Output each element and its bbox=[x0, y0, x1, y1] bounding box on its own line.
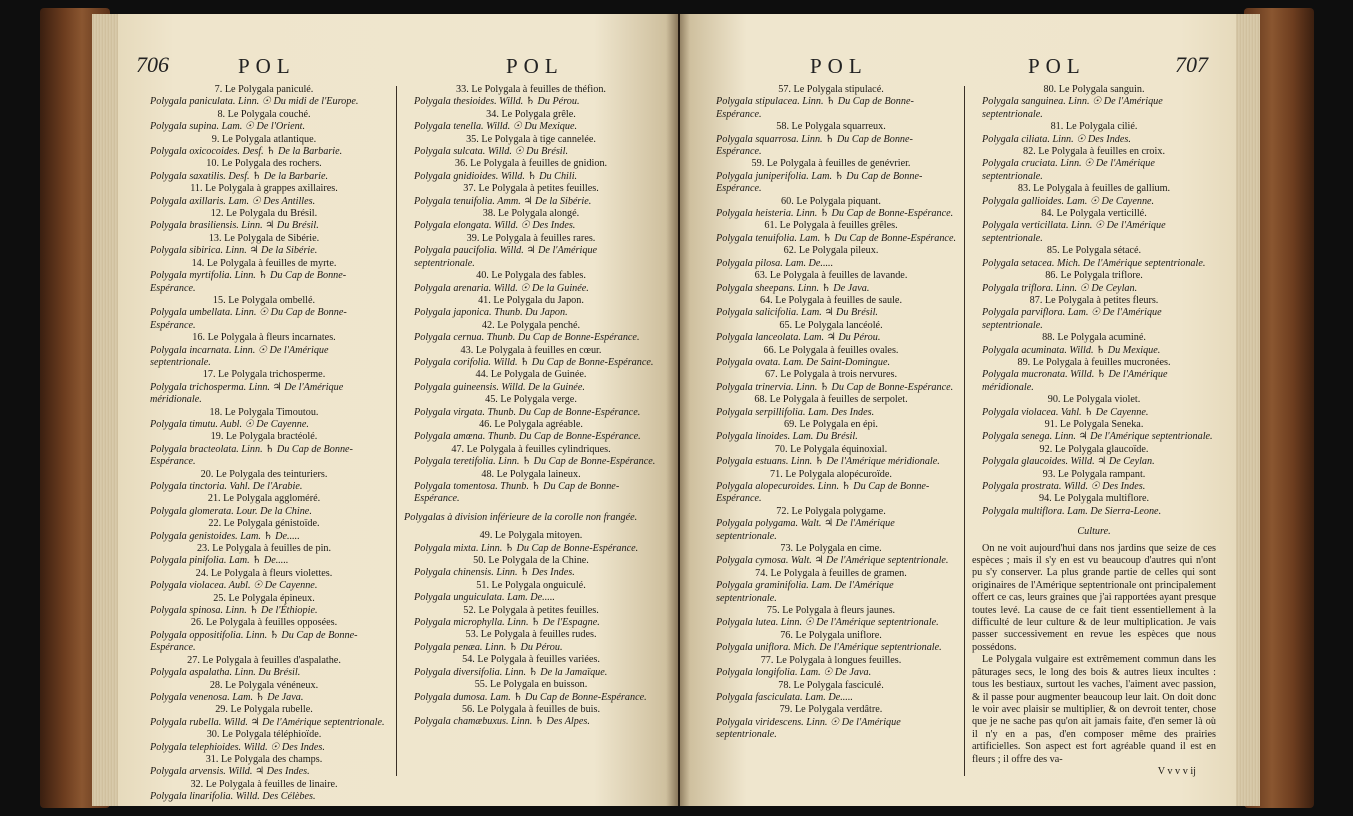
entry-title: 20. Le Polygala des teinturiers. bbox=[140, 469, 388, 481]
entry-title: 76. Le Polygala uniflore. bbox=[706, 630, 956, 642]
entry-title: 81. Le Polygala cilié. bbox=[972, 121, 1216, 133]
entry-binomial: Polygala arvensis. Willd. ♃ Des Indes. bbox=[150, 766, 310, 778]
entry-title: 15. Le Polygala ombellé. bbox=[140, 295, 388, 307]
left-page-number: 706 bbox=[136, 52, 169, 77]
entry-title: 93. Le Polygala rampant. bbox=[972, 469, 1216, 481]
entry-title: 79. Le Polygala verdâtre. bbox=[706, 704, 956, 716]
entry-title: 8. Le Polygala couché. bbox=[140, 109, 388, 121]
entry-binomial: Polygala cernua. Thunb. Du Cap de Bonne-Espérance. bbox=[414, 332, 640, 344]
entry-title: 33. Le Polygala à feuilles de théfion. bbox=[404, 84, 658, 96]
entry-title: 19. Le Polygala bractéolé. bbox=[140, 431, 388, 443]
entry-title: 94. Le Polygala multiflore. bbox=[972, 493, 1216, 505]
entry-title: 62. Le Polygala pileux. bbox=[706, 245, 956, 257]
entry-title: 72. Le Polygala polygame. bbox=[706, 506, 956, 518]
entry-title: 58. Le Polygala squarreux. bbox=[706, 121, 956, 133]
left-page-column-2 bbox=[404, 84, 658, 729]
entry-title: 34. Le Polygala grêle. bbox=[404, 109, 658, 121]
entry-list bbox=[972, 84, 1216, 518]
entry-title: 27. Le Polygala à feuilles d'aspalathe. bbox=[140, 655, 388, 667]
entry-binomial: Polygala gallioides. Lam. ☉ De Cayenne. bbox=[982, 195, 1155, 207]
entry-title: 50. Le Polygala de la Chine. bbox=[404, 555, 658, 567]
entry-title: 38. Le Polygala alongé. bbox=[404, 208, 658, 220]
entry-binomial: Polygala lutea. Linn. ☉ De l'Amérique septentrionale. bbox=[716, 617, 939, 629]
entry-binomial: Polygala viridescens. Linn. ☉ De l'Amérique septentrionale. bbox=[716, 716, 901, 741]
entry-binomial: Polygala virgata. Thunb. Du Cap de Bonne-Espérance. bbox=[414, 406, 641, 418]
entry-binomial: Polygala pinifolia. Lam. ♄ De..... bbox=[150, 555, 289, 567]
entry-title: 16. Le Polygala à fleurs incarnates. bbox=[140, 332, 388, 344]
entry-title: 68. Le Polygala à feuilles de serpolet. bbox=[706, 394, 956, 406]
entry-binomial: Polygala verticillata. Linn. ☉ De l'Amérique septentrionale. bbox=[982, 220, 1166, 244]
entry-title: 42. Le Polygala penché. bbox=[404, 320, 658, 332]
entry-binomial: Polygala acuminata. Willd. ♄ Du Mexique. bbox=[982, 344, 1161, 356]
entry-title: 14. Le Polygala à feuilles de myrte. bbox=[140, 258, 388, 270]
entry-binomial: Polygala violacea. Aubl. ☉ De Cayenne. bbox=[150, 580, 318, 592]
entry-title: 41. Le Polygala du Japon. bbox=[404, 295, 658, 307]
entry-binomial: Polygala unguiculata. Lam. De..... bbox=[414, 592, 555, 604]
entry-title: 45. Le Polygala verge. bbox=[404, 394, 658, 406]
left-running-head-1: POL bbox=[238, 54, 296, 78]
entry-binomial: Polygala paucifolia. Willd. ♃ De l'Amérique septentrionale. bbox=[414, 245, 598, 269]
entry-binomial: Polygala pilosa. Lam. De..... bbox=[716, 257, 834, 269]
entry-title: 28. Le Polygala vénéneux. bbox=[140, 680, 388, 692]
entry-title: 92. Le Polygala glaucoïde. bbox=[972, 444, 1216, 456]
entry-binomial: Polygala heisteria. Linn. ♄ Du Cap de Bonne-Espérance. bbox=[716, 208, 954, 220]
entry-binomial: Polygala violacea. Vahl. ♄ De Cayenne. bbox=[982, 406, 1149, 418]
entry-binomial: Polygala tinctoria. Vahl. De l'Arabie. bbox=[150, 481, 303, 492]
culture-paragraph-2: Le Polygala vulgaire est extrêmement commun dans les pâturages secs, le long des bois & autres lieux incultes : tous les bestiaux, surtout les vaches, l'aiment avec passion, & il passe pour augmenter beaucoup leur lait. On doit donc le voir avec plaisir se multiplier, & on devroit tenter, chose que je ne sache pas qu'on ait jamais faite, d'en semer là où il n'y en a pas, d'en composer même des prairies artificielles. Son aspect est fort agréable quand il est en fleurs ; il offre des va- bbox=[972, 654, 1216, 765]
entry-binomial: Polygala thesioides. Willd. ♄ Du Pérou. bbox=[414, 96, 580, 108]
entry-title: 31. Le Polygala des champs. bbox=[140, 754, 388, 766]
entry-title: 71. Le Polygala alopécuroïde. bbox=[706, 469, 956, 481]
entry-title: 11. Le Polygala à grappes axillaires. bbox=[140, 183, 388, 195]
entry-title: 12. Le Polygala du Brésil. bbox=[140, 208, 388, 220]
entry-title: 88. Le Polygala acuminé. bbox=[972, 332, 1216, 344]
entry-title: 23. Le Polygala à feuilles de pin. bbox=[140, 543, 388, 555]
culture-heading: Culture. bbox=[1077, 526, 1111, 538]
entry-title: 54. Le Polygala à feuilles variées. bbox=[404, 654, 658, 666]
entry-title: 25. Le Polygala épineux. bbox=[140, 593, 388, 605]
entry-title: 60. Le Polygala piquant. bbox=[706, 196, 956, 208]
entry-binomial: Polygala axillaris. Lam. ☉ Des Antilles. bbox=[150, 195, 316, 207]
entry-title: 85. Le Polygala sétacé. bbox=[972, 245, 1216, 257]
entry-binomial: Polygala uniflora. Mich. De l'Amérique septentrionale. bbox=[716, 642, 942, 654]
entry-title: 17. Le Polygala trichosperme. bbox=[140, 369, 388, 381]
entry-binomial: Polygala stipulacea. Linn. ♄ Du Cap de Bonne-Espérance. bbox=[716, 96, 914, 120]
entry-binomial: Polygala salicifolia. Lam. ♃ Du Brésil. bbox=[716, 307, 878, 319]
entry-title: 65. Le Polygala lancéolé. bbox=[706, 320, 956, 332]
entry-title: 7. Le Polygala paniculé. bbox=[140, 84, 388, 96]
entry-title: 73. Le Polygala en cime. bbox=[706, 543, 956, 555]
entry-binomial: Polygala teretifolia. Linn. ♄ Du Cap de Bonne-Espérance. bbox=[414, 456, 656, 468]
left-page-column-1 bbox=[140, 84, 388, 804]
entry-title: 91. Le Polygala Seneka. bbox=[972, 419, 1216, 431]
entry-binomial: Polygala oxicocoides. Desf. ♄ De la Barbarie. bbox=[150, 146, 343, 158]
entry-binomial: Polygala senega. Linn. ♃ De l'Amérique septentrionale. bbox=[982, 431, 1213, 443]
entry-title: 47. Le Polygala à feuilles cylindriques. bbox=[404, 444, 658, 456]
entry-binomial: Polygala linarifolia. Willd. Des Célèbes. bbox=[150, 791, 316, 803]
entry-title: 53. Le Polygala à feuilles rudes. bbox=[404, 629, 658, 641]
column-rule bbox=[964, 86, 965, 776]
entry-binomial: Polygala tenella. Willd. ☉ Du Mexique. bbox=[414, 121, 578, 133]
entry-title: 69. Le Polygala en épi. bbox=[706, 419, 956, 431]
entry-title: 90. Le Polygala violet. bbox=[972, 394, 1216, 406]
signature-mark: V v v v ij bbox=[1157, 765, 1196, 777]
entry-binomial: Polygala mucronata. Willd. ♄ De l'Amérique méridionale. bbox=[982, 369, 1168, 393]
entry-binomial: Polygala linoides. Lam. Du Brésil. bbox=[716, 431, 858, 443]
entry-title: 44. Le Polygala de Guinée. bbox=[404, 369, 658, 381]
entry-title: 70. Le Polygala équinoxial. bbox=[706, 444, 956, 456]
entry-binomial: Polygala sibirica. Linn. ♃ De la Sibérie. bbox=[150, 245, 318, 257]
entry-title: 51. Le Polygala onguiculé. bbox=[404, 580, 658, 592]
entry-title: 86. Le Polygala triflore. bbox=[972, 270, 1216, 282]
entry-binomial: Polygala supina. Lam. ☉ De l'Orient. bbox=[150, 121, 306, 133]
entry-binomial: Polygala fasciculata. Lam. De..... bbox=[716, 691, 853, 703]
entry-binomial: Polygala prostrata. Willd. ☉ Des Indes. bbox=[982, 481, 1146, 492]
entry-binomial: Polygala aspalatha. Linn. Du Brésil. bbox=[150, 667, 301, 679]
entry-title: 67. Le Polygala à trois nervures. bbox=[706, 369, 956, 381]
entry-binomial: Polygala serpillifolia. Lam. Des Indes. bbox=[716, 406, 875, 418]
entry-binomial: Polygala genistoides. Lam. ♄ De..... bbox=[150, 530, 300, 542]
entry-binomial: Polygala saxatilis. Desf. ♄ De la Barbarie. bbox=[150, 170, 329, 182]
entry-title: 26. Le Polygala à feuilles opposées. bbox=[140, 617, 388, 629]
entry-binomial: Polygala parviflora. Lam. ☉ De l'Amérique septentrionale. bbox=[982, 307, 1162, 331]
entry-binomial: Polygala chinensis. Linn. ♄ Des Indes. bbox=[414, 567, 575, 579]
right-page-number: 707 bbox=[1175, 52, 1208, 77]
entry-binomial: Polygala myrtifolia. Linn. ♄ Du Cap de Bonne-Espérance. bbox=[150, 270, 347, 294]
entry-binomial: Polygala incarnata. Linn. ☉ De l'Amérique septentrionale. bbox=[150, 344, 329, 368]
right-page-column-1 bbox=[706, 84, 956, 742]
entry-binomial: Polygala juniperifolia. Lam. ♄ Du Cap de Bonne-Espérance. bbox=[716, 170, 923, 195]
entry-binomial: Polygala paniculata. Linn. ☉ Du midi de l'Europe. bbox=[150, 96, 359, 108]
entry-title: 63. Le Polygala à feuilles de lavande. bbox=[706, 270, 956, 282]
entry-title: 66. Le Polygala à feuilles ovales. bbox=[706, 345, 956, 357]
entry-binomial: Polygala tenuifolia. Lam. ♄ Du Cap de Bonne-Espérance. bbox=[716, 232, 957, 244]
entry-binomial: Polygala guineensis. Willd. De la Guinée. bbox=[414, 381, 585, 393]
entry-binomial: Polygala tenuifolia. Amm. ♃ De la Sibérie. bbox=[414, 195, 592, 207]
entry-binomial: Polygala arenaria. Willd. ☉ De la Guinée. bbox=[414, 282, 589, 294]
entry-title: 37. Le Polygala à petites feuilles. bbox=[404, 183, 658, 195]
entry-binomial: Polygala venenosa. Lam. ♄ De Java. bbox=[150, 691, 304, 703]
entry-title: 80. Le Polygala sanguin. bbox=[972, 84, 1216, 96]
entry-title: 78. Le Polygala fasciculé. bbox=[706, 680, 956, 692]
entry-title: 82. Le Polygala à feuilles en croix. bbox=[972, 146, 1216, 158]
entry-binomial: Polygala japonica. Thunb. Du Japon. bbox=[414, 307, 568, 319]
right-running-head-1: POL bbox=[810, 54, 868, 78]
entry-title: 61. Le Polygala à feuilles grêles. bbox=[706, 220, 956, 232]
entry-binomial: Polygala gnidioides. Willd. ♄ Du Chili. bbox=[414, 170, 578, 182]
entry-binomial: Polygala trichosperma. Linn. ♃ De l'Amérique méridionale. bbox=[150, 381, 344, 406]
entry-binomial: Polygala setacea. Mich. De l'Amérique septentrionale. bbox=[982, 257, 1206, 269]
entry-title: 49. Le Polygala mitoyen. bbox=[404, 530, 658, 542]
entry-binomial: Polygala longifolia. Lam. ☉ De Java. bbox=[716, 667, 872, 679]
entry-binomial: Polygala cruciata. Linn. ☉ De l'Amérique septentrionale. bbox=[982, 158, 1155, 182]
entry-title: 10. Le Polygala des rochers. bbox=[140, 158, 388, 170]
entry-title: 24. Le Polygala à fleurs violettes. bbox=[140, 568, 388, 580]
entry-binomial: Polygala mixta. Linn. ♄ Du Cap de Bonne-Espérance. bbox=[414, 542, 639, 554]
entry-binomial: Polygala sulcata. Willd. ☉ Du Brésil. bbox=[414, 146, 569, 158]
entry-binomial: Polygala elongata. Willd. ☉ Des Indes. bbox=[414, 220, 576, 232]
book-gutter bbox=[666, 14, 690, 806]
entry-binomial: Polygala cymosa. Walt. ♃ De l'Amérique septentrionale. bbox=[716, 555, 949, 567]
section-heading: Polygalas à division inférieure de la corolle non frangée. bbox=[404, 511, 638, 523]
entry-binomial: Polygala graminifolia. Lam. De l'Amérique septentrionale. bbox=[716, 580, 894, 604]
entry-binomial: Polygala lanceolata. Lam. ♃ Du Pérou. bbox=[716, 332, 881, 344]
entry-binomial: Polygala glomerata. Lour. De la Chine. bbox=[150, 505, 312, 517]
entry-title: 36. Le Polygala à feuilles de gnidion. bbox=[404, 158, 658, 170]
entry-binomial: Polygala dumosa. Lam. ♄ Du Cap de Bonne-Espérance. bbox=[414, 691, 647, 703]
entry-binomial: Polygala triflora. Linn. ☉ De Ceylan. bbox=[982, 282, 1138, 294]
entry-binomial: Polygala oppositifolia. Linn. ♄ Du Cap de Bonne-Espérance. bbox=[150, 629, 358, 654]
entry-binomial: Polygala alopecuroides. Linn. ♄ Du Cap de Bonne-Espérance. bbox=[716, 481, 930, 505]
entry-title: 21. Le Polygala aggloméré. bbox=[140, 493, 388, 505]
entry-title: 48. Le Polygala laineux. bbox=[404, 469, 658, 481]
entry-title: 52. Le Polygala à petites feuilles. bbox=[404, 605, 658, 617]
entry-title: 55. Le Polygala en buisson. bbox=[404, 679, 658, 691]
entry-title: 87. Le Polygala à petites fleurs. bbox=[972, 295, 1216, 307]
entry-title: 59. Le Polygala à feuilles de genévrier. bbox=[706, 158, 956, 170]
entry-title: 84. Le Polygala verticillé. bbox=[972, 208, 1216, 220]
entry-binomial: Polygala bracteolata. Linn. ♄ Du Cap de Bonne-Espérance. bbox=[150, 443, 353, 468]
entry-binomial: Polygala trinervia. Linn. ♄ Du Cap de Bonne-Espérance. bbox=[716, 381, 954, 393]
entry-title: 9. Le Polygala atlantique. bbox=[140, 134, 388, 146]
entry-title: 75. Le Polygala à fleurs jaunes. bbox=[706, 605, 956, 617]
entry-binomial: Polygala diversifolia. Linn. ♄ De la Jamaïque. bbox=[414, 666, 608, 678]
entry-binomial: Polygala spinosa. Linn. ♄ De l'Éthiopie. bbox=[150, 605, 318, 617]
entry-title: 46. Le Polygala agréable. bbox=[404, 419, 658, 431]
entry-title: 35. Le Polygala à tige cannelée. bbox=[404, 134, 658, 146]
entry-binomial: Polygala corifolia. Willd. ♄ Du Cap de Bonne-Espérance. bbox=[414, 356, 654, 368]
entry-title: 30. Le Polygala téléphioïde. bbox=[140, 729, 388, 741]
entry-title: 39. Le Polygala à feuilles rares. bbox=[404, 233, 658, 245]
entry-binomial: Polygala chamæbuxus. Linn. ♄ Des Alpes. bbox=[414, 716, 590, 728]
entry-title: 40. Le Polygala des fables. bbox=[404, 270, 658, 282]
entry-title: 43. Le Polygala à feuilles en cœur. bbox=[404, 345, 658, 357]
entry-binomial: Polygala penæa. Linn. ♄ Du Pérou. bbox=[414, 641, 563, 653]
entry-title: 57. Le Polygala stipulacé. bbox=[706, 84, 956, 96]
entry-title: 22. Le Polygala génistoïde. bbox=[140, 518, 388, 530]
entry-binomial: Polygala polygama. Walt. ♃ De l'Amérique septentrionale. bbox=[716, 518, 895, 542]
entry-binomial: Polygala tomentosa. Thunb. ♄ Du Cap de Bonne-Espérance. bbox=[414, 481, 620, 505]
entry-title: 18. Le Polygala Timoutou. bbox=[140, 407, 388, 419]
entry-title: 64. Le Polygala à feuilles de saule. bbox=[706, 295, 956, 307]
right-page bbox=[680, 14, 1236, 806]
entry-binomial: Polygala microphylla. Linn. ♄ De l'Espagne. bbox=[414, 617, 600, 629]
entry-binomial: Polygala ciliata. Linn. ☉ Des Indes. bbox=[982, 133, 1131, 145]
entry-title: 83. Le Polygala à feuilles de gallium. bbox=[972, 183, 1216, 195]
entry-binomial: Polygala sanguinea. Linn. ☉ De l'Amérique septentrionale. bbox=[982, 96, 1163, 120]
culture-paragraph-1: On ne voit aujourd'hui dans nos jardins que seize de ces espèces ; mais il s'y en est vu beaucoup d'autres qui n'ont pu s'y conserver. La plus grande partie de celles qui sont originaires de l'Amérique septentrionale ont principalement offert ce cas, leurs graines que j'ai rapportées ayant presque toutes levé. La cause de ce fait tient essentiellement à la difficulté de leur culture & de leur multiplication. Je vais passer successivement en revue les espèces que nous possédons. bbox=[972, 542, 1216, 653]
entry-binomial: Polygala rubella. Willd. ♃ De l'Amérique septentrionale. bbox=[150, 716, 385, 728]
entry-binomial: Polygala brasiliensis. Linn. ♃ Du Brésil. bbox=[150, 220, 319, 232]
entry-binomial: Polygala estuans. Linn. ♄ De l'Amérique méridionale. bbox=[716, 456, 940, 468]
entry-title: 29. Le Polygala rubelle. bbox=[140, 704, 388, 716]
column-rule bbox=[396, 86, 397, 776]
right-page-column-2 bbox=[972, 84, 1216, 778]
entry-binomial: Polygala timutu. Aubl. ☉ De Cayenne. bbox=[150, 418, 309, 430]
entry-title: 13. Le Polygala de Sibérie. bbox=[140, 233, 388, 245]
entry-title: 89. Le Polygala à feuilles mucronées. bbox=[972, 357, 1216, 369]
entry-binomial: Polygala ovata. Lam. De Saint-Domingue. bbox=[716, 356, 891, 368]
entry-binomial: Polygala amœna. Thunb. Du Cap de Bonne-Espérance. bbox=[414, 431, 641, 443]
entry-title: 77. Le Polygala à longues feuilles. bbox=[706, 655, 956, 667]
right-running-head-2: POL bbox=[1028, 54, 1086, 78]
entry-binomial: Polygala telephioides. Willd. ☉ Des Indes. bbox=[150, 741, 325, 753]
entry-binomial: Polygala sheepans. Linn. ♄ De Java. bbox=[716, 282, 870, 294]
entry-title: 32. Le Polygala à feuilles de linaire. bbox=[140, 779, 388, 791]
entry-binomial: Polygala squarrosa. Linn. ♄ Du Cap de Bonne-Espérance. bbox=[716, 133, 913, 158]
entry-title: 56. Le Polygala à feuilles de buis. bbox=[404, 704, 658, 716]
entry-binomial: Polygala umbellata. Linn. ☉ Du Cap de Bonne-Espérance. bbox=[150, 307, 347, 331]
left-page bbox=[118, 14, 678, 806]
entry-title: 74. Le Polygala à feuilles de gramen. bbox=[706, 568, 956, 580]
entry-binomial: Polygala multiflora. Lam. De Sierra-Leone. bbox=[982, 505, 1162, 517]
left-running-head-2: POL bbox=[506, 54, 564, 78]
entry-binomial: Polygala glaucoides. Willd. ♃ De Ceylan. bbox=[982, 456, 1155, 468]
